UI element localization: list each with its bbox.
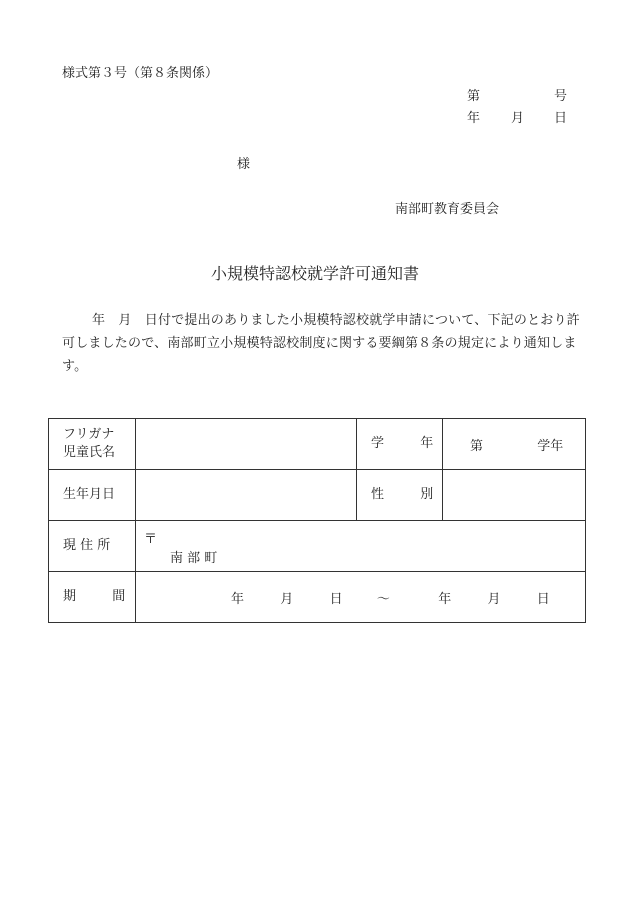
table-row-name bbox=[49, 419, 586, 470]
period-end-day: 日 bbox=[536, 591, 550, 607]
postal-mark: 〒 bbox=[144, 532, 158, 547]
period-separator: ～ bbox=[376, 591, 390, 607]
notice-body: 年 月 日付で提出のありました小規模特認校就学申請について、下記のとおり許可しましたので、南部町立小規模特認校制度に関する要綱第８条の規定により通知します。 bbox=[62, 313, 580, 374]
grade-value-cell[interactable] bbox=[443, 419, 586, 470]
grade-label-2: 年 bbox=[420, 436, 434, 451]
period-end-month: 月 bbox=[487, 591, 501, 607]
period-start-day: 日 bbox=[329, 591, 343, 607]
address-town: 南 部 町 bbox=[170, 551, 218, 566]
document-number-prefix: 第 bbox=[467, 89, 481, 104]
sender-name: 南部町教育委員会 bbox=[395, 202, 500, 217]
form-number-label: 様式第３号（第８条関係） bbox=[62, 66, 219, 81]
birthdate-value[interactable] bbox=[136, 470, 357, 521]
period-label-2: 間 bbox=[112, 589, 126, 604]
period-end-year: 年 bbox=[438, 591, 452, 607]
document-number-suffix: 号 bbox=[554, 89, 568, 104]
period-label-cell bbox=[49, 572, 136, 623]
issue-date-year: 年 bbox=[467, 111, 481, 126]
document-title: 小規模特認校就学許可通知書 bbox=[210, 264, 419, 283]
period-start-month: 月 bbox=[280, 591, 294, 607]
address-label: 現 住 所 bbox=[49, 521, 136, 572]
student-info-table bbox=[48, 418, 586, 623]
gender-label-cell bbox=[357, 470, 443, 521]
student-name-label: 児童氏名 bbox=[63, 445, 116, 460]
issue-date-month: 月 bbox=[511, 111, 525, 126]
period-value[interactable] bbox=[136, 572, 586, 623]
grade-label-cell bbox=[357, 419, 443, 470]
gender-label-1: 性 bbox=[371, 487, 385, 502]
period-start-year: 年 bbox=[231, 591, 245, 607]
issue-date-day: 日 bbox=[554, 111, 568, 126]
student-name-value[interactable] bbox=[136, 419, 357, 470]
table-row-birthdate bbox=[49, 470, 586, 521]
birthdate-label: 生年月日 bbox=[49, 470, 136, 521]
table-row-period bbox=[49, 572, 586, 623]
grade-label-1: 学 bbox=[371, 436, 385, 451]
grade-value-prefix: 第 bbox=[470, 438, 484, 454]
name-label-cell bbox=[49, 419, 136, 470]
furigana-label: フリガナ bbox=[63, 427, 115, 442]
addressee-honorific: 様 bbox=[237, 157, 251, 172]
grade-value-suffix: 学年 bbox=[537, 438, 564, 454]
address-value[interactable] bbox=[136, 521, 586, 572]
gender-value[interactable] bbox=[443, 470, 586, 521]
period-label-1: 期 bbox=[63, 589, 77, 604]
table-row-address bbox=[49, 521, 586, 572]
gender-label-2: 別 bbox=[420, 487, 434, 502]
